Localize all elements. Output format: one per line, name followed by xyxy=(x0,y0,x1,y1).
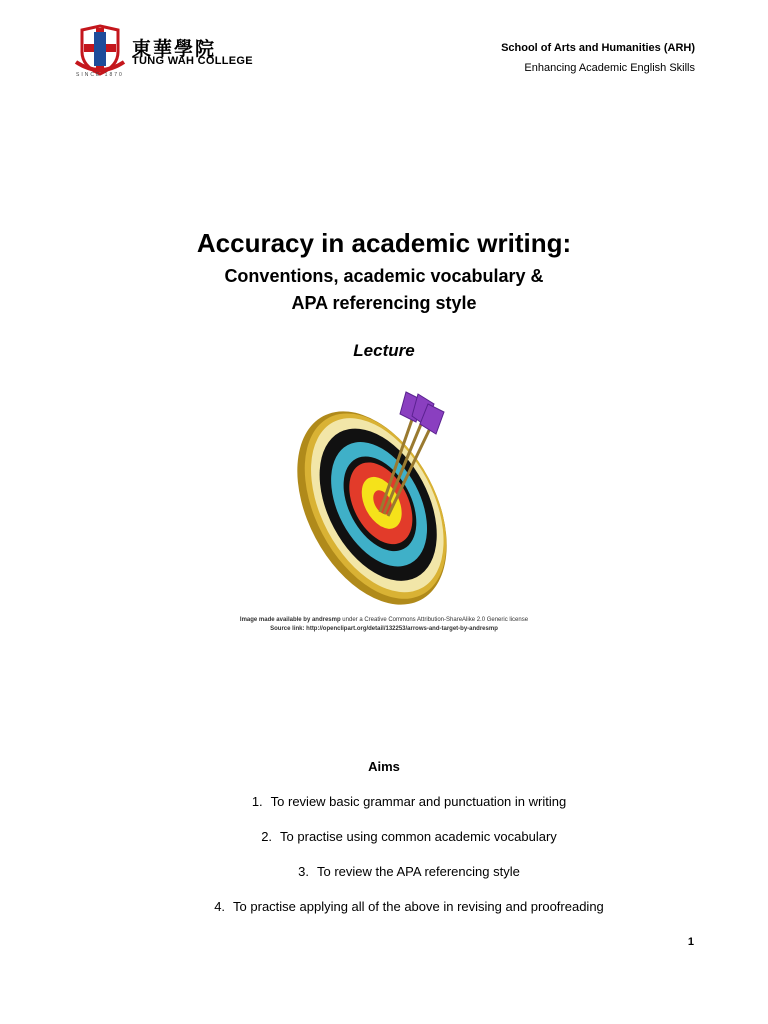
aim-item xyxy=(0,899,768,914)
page-number: 1 xyxy=(687,936,694,948)
aims-heading: Aims xyxy=(368,759,400,774)
college-english-name: TUNG WAH COLLEGE xyxy=(132,55,253,67)
aim-item xyxy=(0,794,768,809)
subtitle-line-2: APA referencing style xyxy=(291,293,477,313)
image-credit-license: under a Creative Commons Attribution-ShareAlike 2.0 Generic license xyxy=(340,617,529,623)
subtitle-line-1: Conventions, academic vocabulary & xyxy=(224,266,544,286)
aim-text: To review basic grammar and punctuation in writing xyxy=(270,794,567,809)
college-chinese-name: 東華學院 xyxy=(132,38,217,60)
course-name: Enhancing Academic English Skills xyxy=(524,62,695,74)
lecture-label: Lecture xyxy=(353,341,415,360)
page-title: Accuracy in academic writing: xyxy=(196,228,572,258)
college-since: SINCE 1870 xyxy=(76,72,124,78)
school-name: School of Arts and Humanities (ARH) xyxy=(501,42,695,54)
aim-item xyxy=(0,864,768,879)
target-with-arrows-image xyxy=(288,378,478,610)
aim-text: To practise using common academic vocabulary xyxy=(280,829,557,844)
image-credit xyxy=(0,617,768,623)
aim-text: To review the APA referencing style xyxy=(317,864,520,879)
image-credit-author: Image made available by andresmp xyxy=(239,617,341,623)
image-source-link[interactable]: Source link: http://openclipart.org/detail/132253/arrows-and-target-by-andresmp xyxy=(270,626,498,632)
aim-number: 2. xyxy=(261,829,273,844)
aim-number: 3. xyxy=(298,864,310,879)
aim-item xyxy=(0,829,768,844)
aim-number: 4. xyxy=(214,899,226,914)
college-logo xyxy=(72,22,262,82)
aim-text: To practise applying all of the above in revising and proofreading xyxy=(233,899,604,914)
aim-number: 1. xyxy=(251,794,263,809)
